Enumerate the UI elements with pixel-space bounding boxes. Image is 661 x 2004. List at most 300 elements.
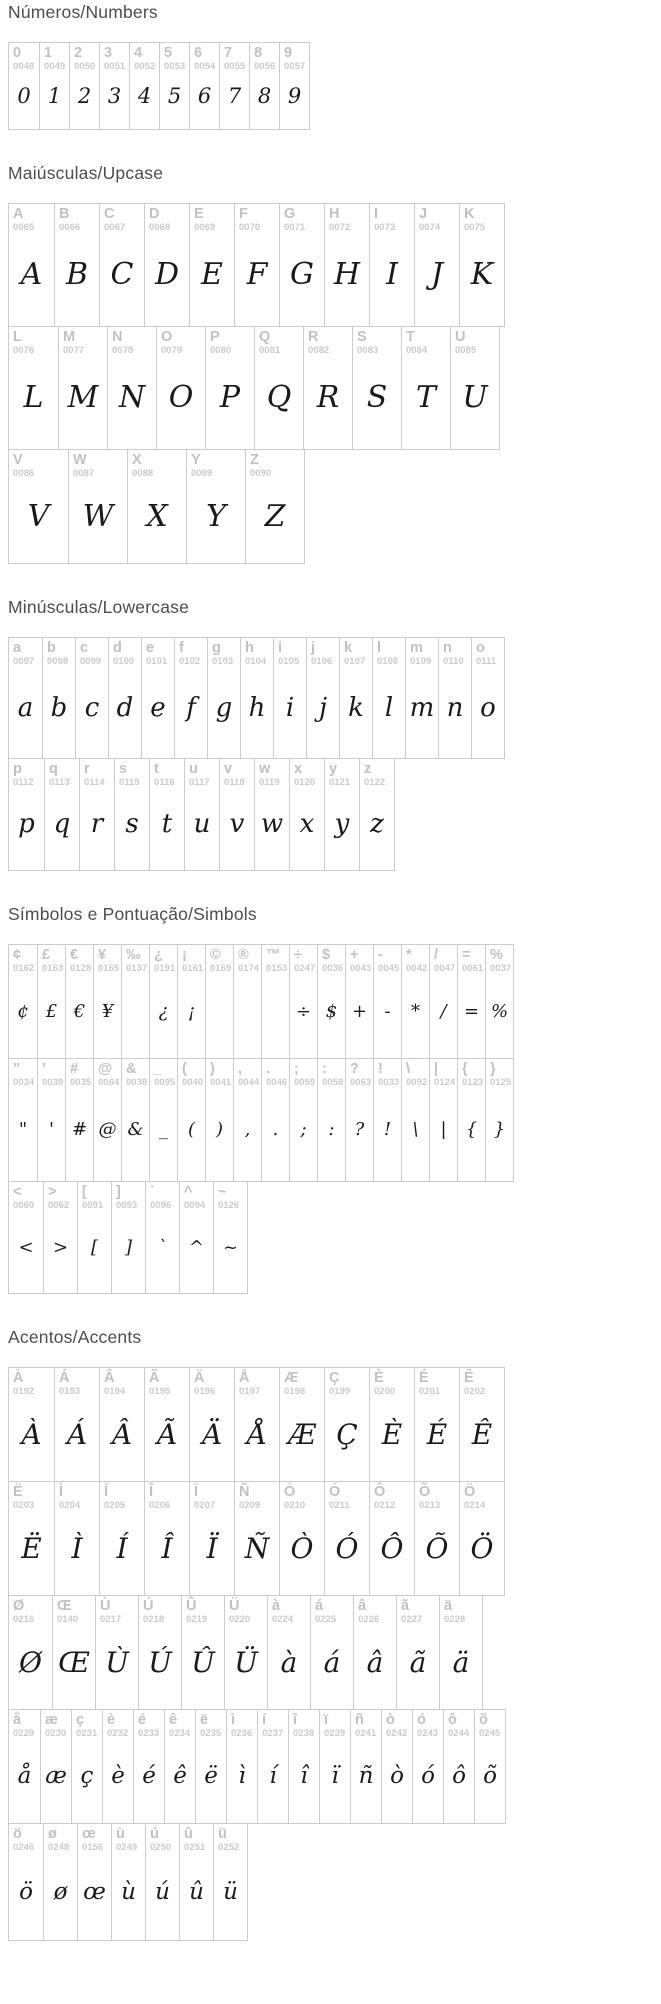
cell-header: [486, 945, 513, 975]
char-label: Y: [191, 452, 201, 468]
glyph-preview: Œ: [58, 1645, 90, 1679]
char-label: m: [410, 640, 423, 656]
glyph-preview: u: [193, 809, 211, 840]
char-code: 0121: [329, 776, 351, 788]
char-label: (: [182, 1061, 187, 1077]
section-title-uppercase: Maiúsculas/Upcase: [8, 163, 164, 183]
char-label: i: [278, 640, 283, 656]
char-code: 0101: [146, 655, 168, 667]
glyph-cell: [93, 1059, 121, 1181]
char-label: 7: [224, 45, 233, 61]
cell-header: [370, 204, 414, 234]
char-code: 0085: [455, 344, 477, 356]
glyph-cell: [401, 1059, 429, 1181]
glyph-cell: [310, 1596, 353, 1709]
char-label: ™: [266, 947, 281, 963]
glyph-cell: [414, 204, 459, 326]
cell-header: [430, 1059, 457, 1089]
glyph-cell: [261, 1059, 289, 1181]
char-label: H: [329, 206, 340, 222]
char-label: g: [212, 640, 221, 656]
char-code: 0112: [13, 776, 34, 788]
char-label: Â: [104, 1370, 115, 1386]
cell-header: [66, 1059, 93, 1089]
glyph-cell: [111, 1182, 145, 1293]
char-label: o: [476, 640, 485, 656]
char-label: G: [284, 206, 296, 222]
char-label: v: [224, 761, 233, 777]
glyph-preview: v: [229, 809, 245, 840]
char-code: 0079: [161, 344, 183, 356]
char-label: Ê: [464, 1370, 474, 1386]
char-label: 0: [13, 45, 22, 61]
glyph-cell: [114, 759, 149, 870]
char-code: 0097: [13, 655, 35, 667]
char-label: %: [490, 947, 503, 963]
char-label: Ù: [100, 1598, 111, 1614]
char-label: Î: [149, 1484, 154, 1500]
char-code: 0162: [13, 962, 35, 974]
cell-header: [190, 1368, 234, 1398]
char-code: 0038: [126, 1076, 148, 1088]
cell-header: [346, 945, 373, 975]
cell-header: [145, 204, 189, 234]
char-label: L: [13, 329, 22, 345]
glyph-cell: [9, 1596, 52, 1709]
glyph-preview: 5: [167, 83, 182, 108]
glyph-cell: [267, 1596, 310, 1709]
glyph-preview: w: [260, 809, 284, 840]
glyph-cell: [77, 1182, 111, 1293]
char-label: F: [239, 206, 248, 222]
char-code: 0210: [284, 1499, 306, 1511]
char-label: u: [189, 761, 198, 777]
char-code: 0225: [315, 1613, 337, 1625]
cell-header: [325, 1482, 369, 1512]
char-code: 0044: [238, 1076, 260, 1088]
char-label: û: [184, 1826, 193, 1842]
char-label: t: [154, 761, 159, 777]
char-label: œ: [82, 1826, 96, 1842]
glyph-cell: [273, 638, 306, 758]
cell-header: [373, 638, 405, 668]
char-label: Q: [259, 329, 271, 345]
char-code: 0042: [406, 962, 428, 974]
glyph-cell: [9, 759, 44, 870]
char-code: 0065: [13, 221, 35, 233]
char-label: ø: [48, 1826, 57, 1842]
char-code: 0084: [406, 344, 428, 356]
char-code: 0081: [259, 344, 281, 356]
glyph-preview: £: [45, 1000, 58, 1022]
char-label: ¢: [13, 947, 22, 963]
glyph-cell: [52, 1596, 95, 1709]
glyph-preview: x: [299, 809, 315, 840]
char-label: ô: [448, 1712, 457, 1728]
char-label: é: [138, 1712, 147, 1728]
char-label: R: [308, 329, 319, 345]
cell-header: [304, 327, 352, 357]
char-label: ü: [218, 1826, 227, 1842]
char-label: Ì: [59, 1484, 64, 1500]
glyph-cell: [149, 1059, 177, 1181]
glyph-cell: [54, 204, 99, 326]
char-code: 0082: [308, 344, 330, 356]
cell-header: [9, 1368, 54, 1398]
cell-header: [160, 43, 189, 73]
cell-header: [180, 1824, 213, 1854]
char-code: 0229: [13, 1727, 35, 1739]
char-code: 0116: [154, 776, 175, 788]
section-title-accents: Acentos/Accents: [8, 1327, 142, 1347]
glyph-cell: [369, 1368, 414, 1481]
glyph-cell: [234, 1368, 279, 1481]
glyph-preview: [: [90, 1236, 99, 1258]
glyph-cell: [99, 204, 144, 326]
cell-header: [178, 945, 205, 975]
cell-header: [258, 1710, 288, 1740]
char-label: È: [374, 1370, 384, 1386]
char-label: $: [322, 947, 331, 963]
char-code: 0156: [82, 1841, 104, 1853]
glyph-preview: Õ: [425, 1531, 449, 1565]
char-label: 9: [284, 45, 293, 61]
glyph-preview: =: [463, 1000, 480, 1022]
glyph-preview: J: [430, 257, 444, 293]
glyph-preview: ~: [222, 1236, 239, 1258]
glyph-cell: [95, 1596, 138, 1709]
cell-header: [150, 759, 184, 789]
glyph-cell: [233, 1059, 261, 1181]
char-label: d: [113, 640, 122, 656]
glyph-preview: Å: [246, 1417, 268, 1451]
glyph-preview: h: [248, 692, 266, 723]
char-code: 0247: [294, 962, 316, 974]
char-code: 0050: [74, 60, 96, 72]
glyph-cell: [9, 1368, 54, 1481]
char-label: Ò: [284, 1484, 296, 1500]
glyph-preview: R: [316, 380, 340, 416]
cell-header: [196, 1710, 226, 1740]
char-label: A: [13, 206, 24, 222]
char-label: Á: [59, 1370, 70, 1386]
glyph-preview: d: [116, 692, 134, 723]
char-code: 0089: [191, 467, 213, 479]
char-label: M: [63, 329, 76, 345]
glyph-cell: [438, 638, 471, 758]
char-code: 0244: [448, 1727, 470, 1739]
glyph-cell: [145, 1824, 179, 1940]
char-label: Ñ: [239, 1484, 250, 1500]
char-code: 0114: [84, 776, 105, 788]
char-code: 0128: [70, 962, 92, 974]
char-label: x: [294, 761, 303, 777]
char-code: 0250: [150, 1841, 172, 1853]
glyph-cell: [179, 1182, 213, 1293]
glyph-preview: S: [366, 380, 388, 416]
char-code: 0059: [294, 1076, 316, 1088]
char-label: `: [150, 1184, 155, 1200]
section-numbers: [8, 2, 661, 130]
char-code: 0070: [239, 221, 261, 233]
glyph-cell: [44, 759, 79, 870]
charmap-row: [8, 758, 395, 871]
char-label: ú: [150, 1826, 159, 1842]
glyph-cell: [279, 1482, 324, 1595]
cell-header: [220, 759, 254, 789]
glyph-preview: \: [412, 1119, 419, 1141]
cell-header: [360, 759, 394, 789]
char-label: ñ: [355, 1712, 364, 1728]
glyph-preview: <: [18, 1236, 34, 1258]
glyph-cell: [279, 1368, 324, 1481]
glyph-preview: €: [73, 1000, 86, 1022]
char-label: 2: [74, 45, 83, 61]
char-code: 0218: [143, 1613, 165, 1625]
char-code: 0241: [355, 1727, 377, 1739]
char-code: 0073: [374, 221, 396, 233]
glyph-preview: q: [53, 809, 71, 840]
glyph-cell: [261, 945, 289, 1058]
char-code: 0077: [63, 344, 85, 356]
char-code: 0091: [82, 1199, 104, 1211]
glyph-cell: [144, 1482, 189, 1595]
cell-header: [227, 1710, 257, 1740]
glyph-preview: â: [366, 1645, 384, 1679]
char-code: 0113: [49, 776, 70, 788]
glyph-cell: [54, 1482, 99, 1595]
cell-header: [206, 327, 254, 357]
cell-header: [150, 945, 177, 975]
cell-header: [225, 1596, 267, 1626]
cell-header: [235, 1368, 279, 1398]
glyph-cell: [289, 1059, 317, 1181]
char-label: \: [406, 1061, 411, 1077]
char-code: 0047: [434, 962, 456, 974]
cell-header: [206, 945, 233, 975]
glyph-preview: 8: [257, 83, 272, 108]
cell-header: [55, 204, 99, 234]
cell-header: [78, 1824, 111, 1854]
cell-header: [100, 1482, 144, 1512]
cell-header: [241, 638, 273, 668]
cell-header: [157, 327, 205, 357]
glyph-preview: í: [269, 1763, 277, 1790]
char-code: 0098: [47, 655, 69, 667]
glyph-preview: æ: [45, 1763, 67, 1790]
char-code: 0090: [250, 467, 272, 479]
glyph-preview: 1: [47, 83, 62, 108]
char-label: T: [406, 329, 415, 345]
glyph-preview: Î: [161, 1531, 173, 1565]
char-label: 6: [194, 45, 203, 61]
glyph-cell: [129, 43, 159, 129]
glyph-preview: g: [215, 692, 233, 723]
char-code: 0087: [73, 467, 95, 479]
cell-header: [290, 945, 317, 975]
cell-header: [475, 1710, 505, 1740]
glyph-cell: [189, 204, 234, 326]
cell-header: [38, 1059, 65, 1089]
cell-header: [180, 1182, 213, 1212]
cell-header: [38, 945, 65, 975]
char-code: 0106: [311, 655, 333, 667]
glyph-cell: [289, 945, 317, 1058]
char-code: 0231: [76, 1727, 98, 1739]
cell-header: [415, 1368, 459, 1398]
char-code: 0242: [386, 1727, 408, 1739]
char-label: ;: [294, 1061, 299, 1077]
glyph-preview: |: [440, 1119, 447, 1141]
cell-header: [41, 1710, 71, 1740]
cell-header: [397, 1596, 439, 1626]
char-label: I: [374, 206, 379, 222]
char-code: 0092: [406, 1076, 428, 1088]
char-label: +: [350, 947, 359, 963]
char-code: 0196: [194, 1385, 216, 1397]
glyph-preview: À: [21, 1417, 42, 1451]
char-code: 0056: [254, 60, 276, 72]
charmap-accents: [8, 1367, 661, 1941]
char-code: 0093: [116, 1199, 138, 1211]
char-label: Œ: [57, 1598, 72, 1614]
char-label: Ï: [194, 1484, 199, 1500]
char-label: O: [161, 329, 173, 345]
glyph-preview: M: [67, 380, 99, 416]
char-label: y: [329, 761, 338, 777]
char-code: 0169: [210, 962, 232, 974]
glyph-cell: [414, 1368, 459, 1481]
cell-header: [190, 204, 234, 234]
glyph-cell: [189, 43, 219, 129]
char-label: É: [419, 1370, 429, 1386]
char-label: Ú: [143, 1598, 154, 1614]
glyph-cell: [317, 945, 345, 1058]
charmap-row: [8, 326, 500, 450]
glyph-cell: [9, 327, 58, 449]
cell-header: [80, 759, 114, 789]
glyph-preview: Ê: [471, 1417, 493, 1451]
cell-header: [325, 759, 359, 789]
glyph-preview: õ: [483, 1763, 497, 1790]
char-label: {: [462, 1061, 468, 1077]
cell-header: [146, 1182, 179, 1212]
glyph-preview: è: [111, 1763, 125, 1790]
char-label: k: [344, 640, 353, 656]
char-code: 0103: [212, 655, 234, 667]
cell-header: [130, 43, 159, 73]
glyph-cell: [396, 1596, 439, 1709]
cell-header: [187, 450, 245, 480]
cell-header: [109, 638, 141, 668]
char-label: ó: [417, 1712, 426, 1728]
cell-header: [280, 1482, 324, 1512]
glyph-preview: X: [146, 498, 168, 534]
cell-header: [142, 638, 174, 668]
glyph-cell: [99, 1482, 144, 1595]
char-code: 0039: [42, 1076, 64, 1088]
glyph-preview: `: [158, 1236, 167, 1258]
char-label: N: [112, 329, 123, 345]
glyph-cell: [9, 204, 54, 326]
cell-header: [472, 638, 504, 668]
charmap-row: [8, 1823, 248, 1941]
char-label: K: [464, 206, 475, 222]
char-label: /: [434, 947, 439, 963]
glyph-cell: [159, 43, 189, 129]
char-label: C: [104, 206, 115, 222]
cell-header: [9, 945, 37, 975]
char-label: 8: [254, 45, 263, 61]
glyph-preview: 2: [77, 83, 92, 108]
glyph-preview: 0: [17, 83, 31, 108]
char-code: 0034: [13, 1076, 35, 1088]
cell-header: [214, 1824, 247, 1854]
cell-header: [268, 1596, 310, 1626]
glyph-cell: [254, 327, 303, 449]
char-label: À: [13, 1370, 24, 1386]
cell-header: [9, 638, 42, 668]
glyph-cell: [373, 1059, 401, 1181]
char-code: 0195: [149, 1385, 171, 1397]
glyph-preview: ¢: [17, 1000, 29, 1022]
char-code: 0037: [490, 962, 512, 974]
char-label: ç: [76, 1712, 85, 1728]
char-code: 0212: [374, 1499, 396, 1511]
glyph-cell: [401, 945, 429, 1058]
glyph-cell: [186, 450, 245, 563]
char-code: 0063: [350, 1076, 372, 1088]
glyph-preview: Ã: [156, 1417, 178, 1451]
glyph-preview: C: [110, 257, 134, 293]
glyph-cell: [107, 327, 156, 449]
char-code: 0228: [444, 1613, 466, 1625]
glyph-cell: [133, 1710, 164, 1823]
char-code: 0078: [112, 344, 134, 356]
char-label: Ä: [194, 1370, 205, 1386]
char-code: 0232: [107, 1727, 129, 1739]
char-code: 0111: [476, 655, 497, 667]
cell-header: [9, 1710, 40, 1740]
cell-header: [100, 204, 144, 234]
glyph-cell: [443, 1710, 474, 1823]
cell-header: [55, 1368, 99, 1398]
glyph-preview: Í: [116, 1531, 128, 1565]
char-code: 0243: [417, 1727, 439, 1739]
char-code: 0071: [284, 221, 306, 233]
cell-header: [280, 1368, 324, 1398]
cell-header: [190, 1482, 234, 1512]
cell-header: [290, 759, 324, 789]
cell-header: [214, 1182, 247, 1212]
char-code: 0066: [59, 221, 81, 233]
glyph-cell: [69, 43, 99, 129]
char-code: 0120: [294, 776, 316, 788]
char-label: f: [179, 640, 184, 656]
char-code: 0236: [231, 1727, 253, 1739]
char-code: 0107: [344, 655, 366, 667]
glyph-cell: [439, 1596, 482, 1709]
char-code: 0035: [70, 1076, 92, 1088]
char-label: ¡: [182, 947, 187, 963]
cell-header: [325, 1368, 369, 1398]
cell-header: [45, 759, 79, 789]
char-label: ': [42, 1061, 46, 1077]
glyph-preview: y: [334, 809, 350, 840]
char-label: ä: [444, 1598, 453, 1614]
cell-header: [100, 1368, 144, 1398]
char-label: Z: [250, 452, 259, 468]
